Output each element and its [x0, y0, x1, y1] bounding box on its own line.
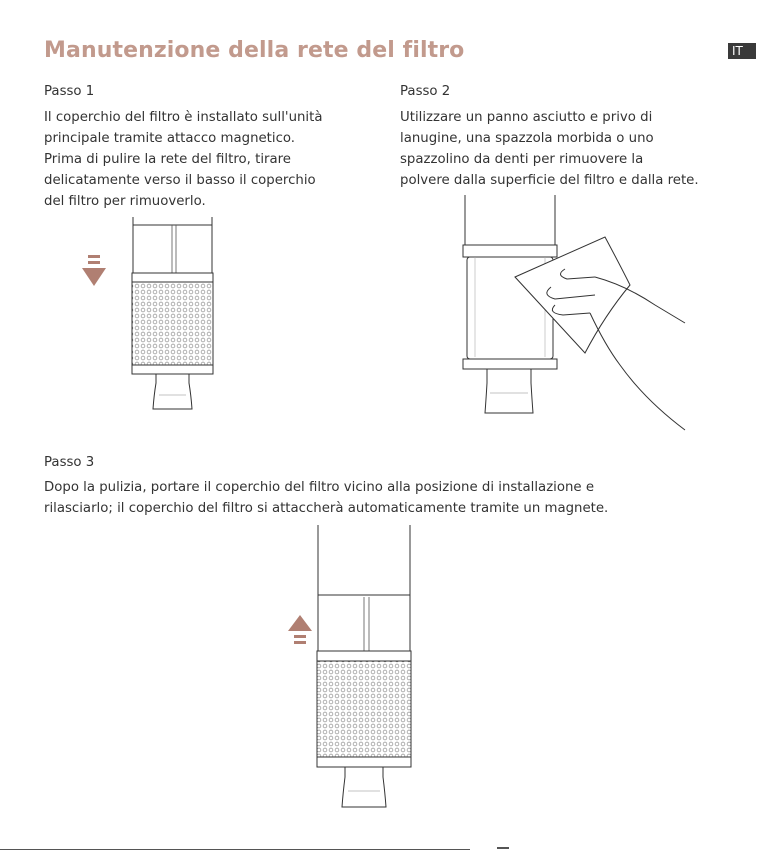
- step-3-text: Dopo la pulizia, portare il coperchio del filtro vicino alla posizione di installazione e rilasciarlo; il coperchio del filtro si attaccherà automaticamente tramite un magnete.: [44, 480, 609, 516]
- footer-divider: [0, 849, 470, 850]
- page-title: Manutenzione della rete del filtro: [44, 38, 465, 63]
- language-badge: IT: [728, 43, 756, 59]
- step-1-text: Il coperchio del filtro è installato sull'unità principale tramite attacco magnetico. Prima di pulire la rete del filtro, tirare delicatamente verso il basso il coperchio del filtro per rimuoverlo.: [44, 110, 323, 209]
- step-1-heading: Passo 1: [44, 84, 95, 99]
- arrow-up-icon: [288, 615, 312, 644]
- footer-mark: [497, 847, 509, 849]
- filter-reattach-illustration: [280, 525, 440, 810]
- arrow-down-icon: [82, 255, 106, 286]
- filter-removal-illustration: [80, 205, 240, 420]
- step-2-text: Utilizzare un panno asciutto e privo di lanugine, una spazzola morbida o uno spazzolino da denti per rimuovere la polvere dalla superficie del filtro e dalla rete.: [400, 110, 699, 188]
- filter-cleaning-illustration: [455, 195, 695, 435]
- step-2-heading: Passo 2: [400, 84, 451, 99]
- step-3-heading: Passo 3: [44, 455, 95, 470]
